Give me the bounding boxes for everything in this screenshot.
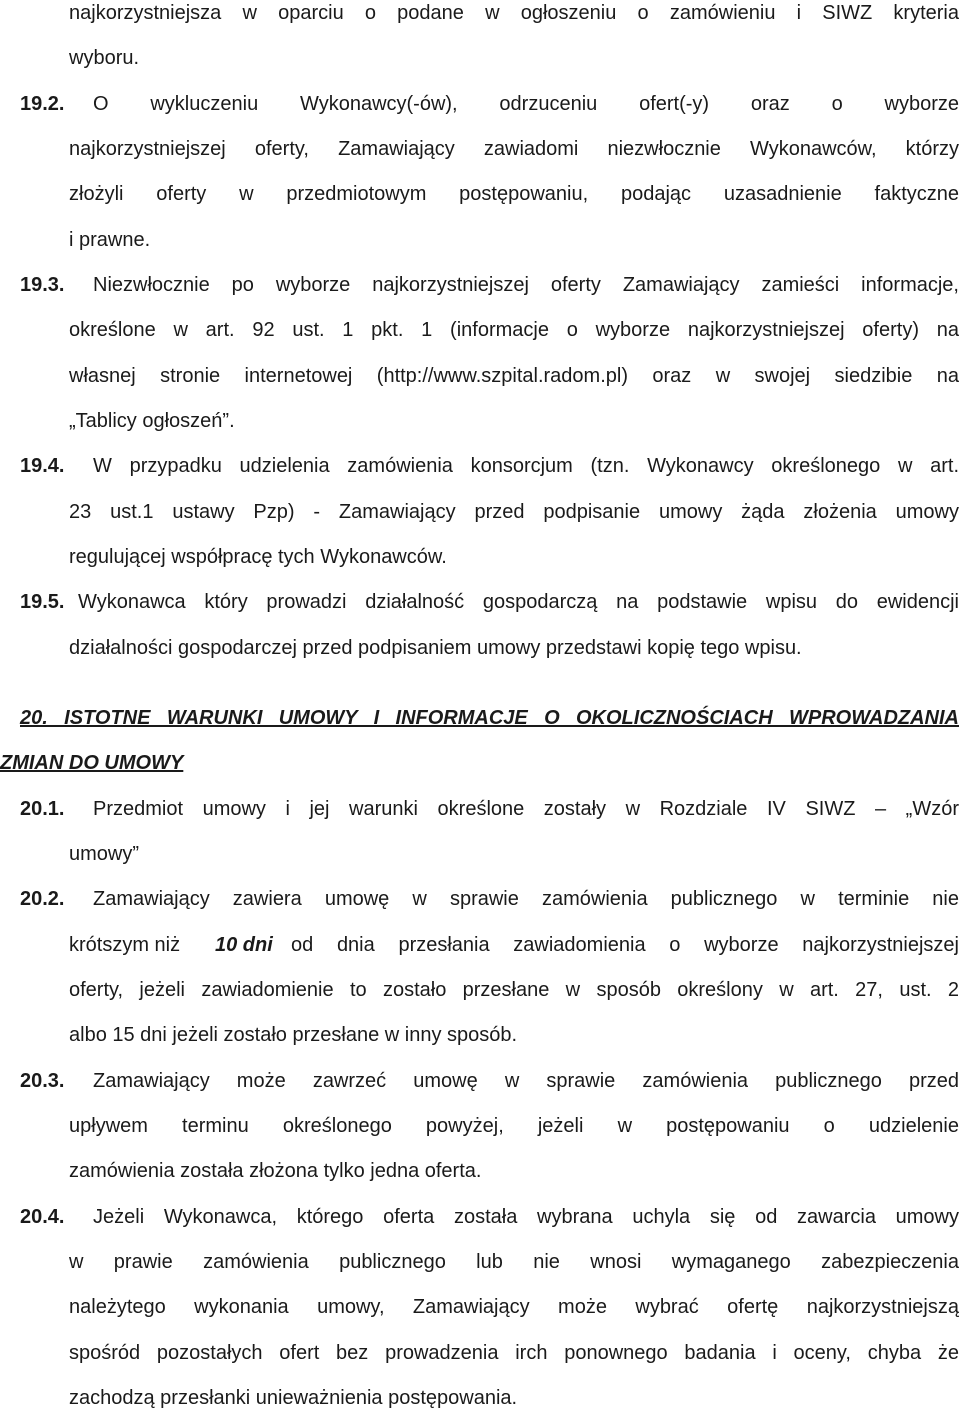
section-number: 19.2. [20, 93, 65, 115]
section-heading: ZMIAN DO UMOWY [0, 752, 184, 774]
text-line: Przedmiot umowy i jej warunki określone zostały w Rozdziale IV SIWZ – „Wzór [93, 798, 959, 820]
section-number: 19.3. [20, 274, 65, 296]
text-line: w prawie zamówienia publicznego lub nie wnosi wymaganego zabezpieczenia [69, 1251, 959, 1273]
section-number: 20.1. [20, 798, 65, 820]
emphasis-text: 10 dni [215, 934, 273, 956]
text-line: działalności gospodarczej przed podpisaniem umowy przedstawi kopię tego wpisu. [69, 637, 802, 659]
text-line: oferty, jeżeli zawiadomienie to zostało przesłane w sposób określony w art. 27, ust. 2 [69, 979, 959, 1001]
section-number: 20.2. [20, 888, 65, 910]
text-line: albo 15 dni jeżeli zostało przesłane w inny sposób. [69, 1024, 518, 1046]
section-number: 19.4. [20, 455, 65, 477]
text-line: Zamawiający zawiera umowę w sprawie zamówienia publicznego w terminie nie [93, 888, 959, 910]
text-line: od dnia przesłania zawiadomienia o wyborze najkorzystniejszej [291, 934, 959, 956]
text-line: W przypadku udzielenia zamówienia konsorcjum (tzn. Wykonawcy określonego w art. [93, 455, 959, 477]
text-line: określone w art. 92 ust. 1 pkt. 1 (informacje o wyborze najkorzystniejszej oferty) na [69, 319, 959, 341]
text-line: własnej stronie internetowej (http://www.szpital.radom.pl) oraz w swojej siedzibie na [69, 365, 959, 387]
section-number: 20.3. [20, 1070, 65, 1092]
text-line: upływem terminu określonego powyżej, jeżeli w postępowaniu o udzielenie [69, 1115, 959, 1137]
text-line: zamówienia została złożona tylko jedna oferta. [69, 1160, 482, 1182]
section-number: 20.4. [20, 1206, 65, 1228]
text-line: umowy” [69, 843, 140, 865]
text-line: zachodzą przesłanki unieważnienia postępowania. [69, 1387, 518, 1409]
text-line: najkorzystniejszej oferty, Zamawiający zawiadomi niezwłocznie Wykonawców, którzy [69, 138, 959, 160]
text-line: krótszym niż [69, 934, 181, 956]
text-line: i prawne. [69, 229, 151, 251]
text-line: spośród pozostałych ofert bez prowadzenia irch ponownego badania i oceny, chyba że [69, 1342, 959, 1364]
text-line: wyboru. [69, 47, 140, 69]
text-line: złożyli oferty w przedmiotowym postępowaniu, podając uzasadnienie faktyczne [69, 183, 959, 205]
text-line: Niezwłocznie po wyborze najkorzystniejszej oferty Zamawiający zamieści informacje, [93, 274, 959, 296]
text-line: Zamawiający może zawrzeć umowę w sprawie zamówienia publicznego przed [93, 1070, 959, 1092]
text-line: Wykonawca który prowadzi działalność gospodarczą na podstawie wpisu do ewidencji [78, 591, 959, 613]
section-heading: 20. ISTOTNE WARUNKI UMOWY I INFORMACJE O OKOLICZNOŚCIACH WPROWADZANIA [20, 707, 959, 729]
text-line: 23 ust.1 ustawy Pzp) - Zamawiający przed podpisanie umowy żąda złożenia umowy [69, 501, 959, 523]
text-line: Jeżeli Wykonawca, którego oferta została wybrana uchyla się od zawarcia umowy [93, 1206, 959, 1228]
text-line: najkorzystniejsza w oparciu o podane w ogłoszeniu o zamówieniu i SIWZ kryteria [69, 2, 959, 24]
text-line: O wykluczeniu Wykonawcy(-ów), odrzuceniu ofert(-y) oraz o wyborze [93, 93, 959, 115]
text-line: należytego wykonania umowy, Zamawiający może wybrać ofertę najkorzystniejszą [69, 1296, 959, 1318]
text-line: „Tablicy ogłoszeń”. [69, 410, 235, 432]
text-line: regulującej współpracę tych Wykonawców. [69, 546, 447, 568]
section-number: 19.5. [20, 591, 65, 613]
